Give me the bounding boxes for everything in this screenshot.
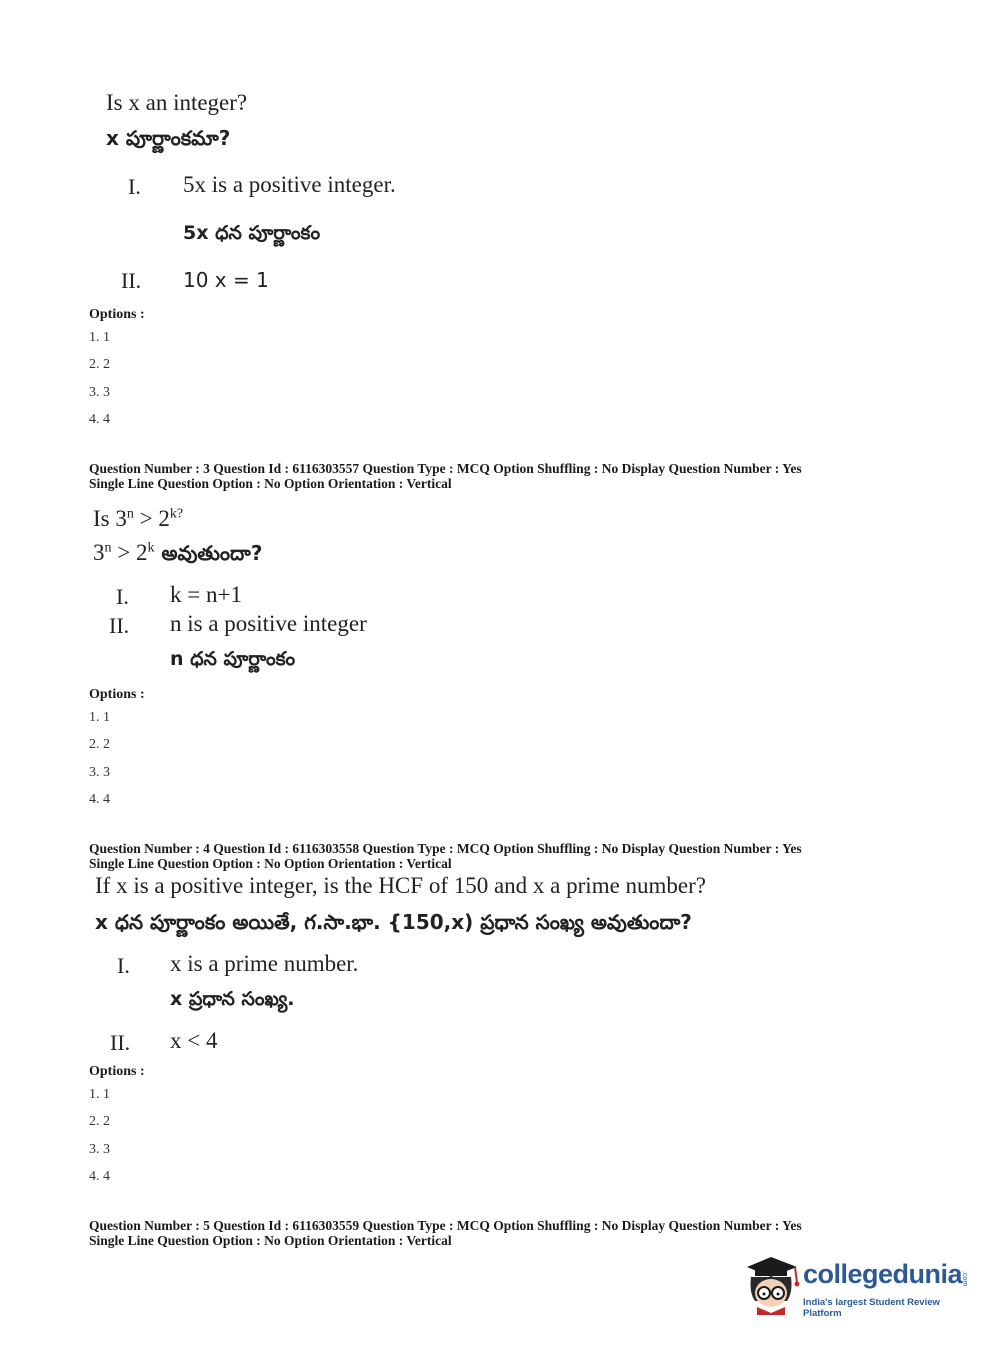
question-text-en: Is x an integer? bbox=[106, 90, 248, 115]
logo-tagline: India's largest Student Review Platform bbox=[803, 1297, 940, 1319]
question-text-en: Is $3^n > 2^{k?}$ bbox=[93, 506, 184, 531]
option-item[interactable]: 2. 2 bbox=[89, 737, 110, 752]
options-title: Options : bbox=[89, 687, 145, 702]
option-item[interactable]: 1. 1 bbox=[89, 1087, 110, 1102]
statement-2-text-en: n is a positive integer bbox=[170, 611, 367, 636]
statement-2-numeral: II. bbox=[110, 1030, 131, 1055]
option-item[interactable]: 3. 3 bbox=[89, 1142, 110, 1157]
option-item[interactable]: 4. 4 bbox=[89, 1169, 110, 1184]
statement-2-text-te: n ధన పూర్ణాంకం bbox=[170, 648, 296, 670]
student-mascot-icon bbox=[741, 1253, 803, 1315]
question-text-te: x ధన పూర్ణాంకం అయితే, గ.సా.భా. {150,x) ప్రధాన సంఖ్య అవుతుందా? bbox=[95, 910, 692, 934]
statement-2-numeral: II. bbox=[121, 268, 142, 293]
question-meta-line-2: Single Line Question Option : No Option Orientation : Vertical bbox=[89, 856, 452, 871]
option-item[interactable]: 4. 4 bbox=[89, 792, 110, 807]
options-title: Options : bbox=[89, 307, 145, 322]
option-item[interactable]: 3. 3 bbox=[89, 385, 110, 400]
collegedunia-logo[interactable] bbox=[741, 1249, 971, 1319]
option-item[interactable]: 2. 2 bbox=[89, 357, 110, 372]
statement-1-text-en: 5x is a positive integer. bbox=[183, 172, 396, 197]
statement-2-text-en: x < 4 bbox=[170, 1028, 218, 1053]
option-item[interactable]: 4. 4 bbox=[89, 412, 110, 427]
statement-1-text-te: 5x ధన పూర్ణాంకం bbox=[183, 222, 321, 244]
question-meta-line-1: Question Number : 4 Question Id : 6116303558 Question Type : MCQ Option Shuffling : No Display Question Number : Yes bbox=[89, 841, 802, 856]
statement-1-numeral: I. bbox=[117, 953, 130, 978]
statement-1-numeral: I. bbox=[116, 584, 129, 609]
statement-1-text-en: k = n+1 bbox=[170, 582, 242, 607]
option-item[interactable]: 1. 1 bbox=[89, 330, 110, 345]
option-item[interactable]: 3. 3 bbox=[89, 765, 110, 780]
question-text-te: $3^n > 2^k$ అవుతుందా? bbox=[93, 540, 263, 565]
options-title: Options : bbox=[89, 1064, 145, 1079]
question-meta-line-2: Single Line Question Option : No Option Orientation : Vertical bbox=[89, 476, 452, 491]
logo-name: collegedunia bbox=[803, 1259, 963, 1289]
question-meta-line-2: Single Line Question Option : No Option Orientation : Vertical bbox=[89, 1233, 452, 1248]
statement-2-numeral: II. bbox=[109, 613, 130, 638]
option-item[interactable]: 1. 1 bbox=[89, 710, 110, 725]
statement-1-numeral: I. bbox=[128, 174, 141, 199]
option-item[interactable]: 2. 2 bbox=[89, 1114, 110, 1129]
question-text-te: x పూర్ణాంకమా? bbox=[106, 126, 231, 150]
statement-1-text-te: x ప్రధాన సంఖ్య. bbox=[170, 988, 295, 1010]
question-text-en: If x is a positive integer, is the HCF of 150 and x a prime number? bbox=[95, 873, 707, 898]
logo-com: .com bbox=[961, 1271, 968, 1287]
question-meta-line-1: Question Number : 3 Question Id : 6116303557 Question Type : MCQ Option Shuffling : No Display Question Number : Yes bbox=[89, 461, 802, 476]
statement-2-text: 10 x = 1 bbox=[183, 268, 269, 292]
question-meta-line-1: Question Number : 5 Question Id : 6116303559 Question Type : MCQ Option Shuffling : No Display Question Number : Yes bbox=[89, 1218, 802, 1233]
statement-1-text-en: x is a prime number. bbox=[170, 951, 359, 976]
